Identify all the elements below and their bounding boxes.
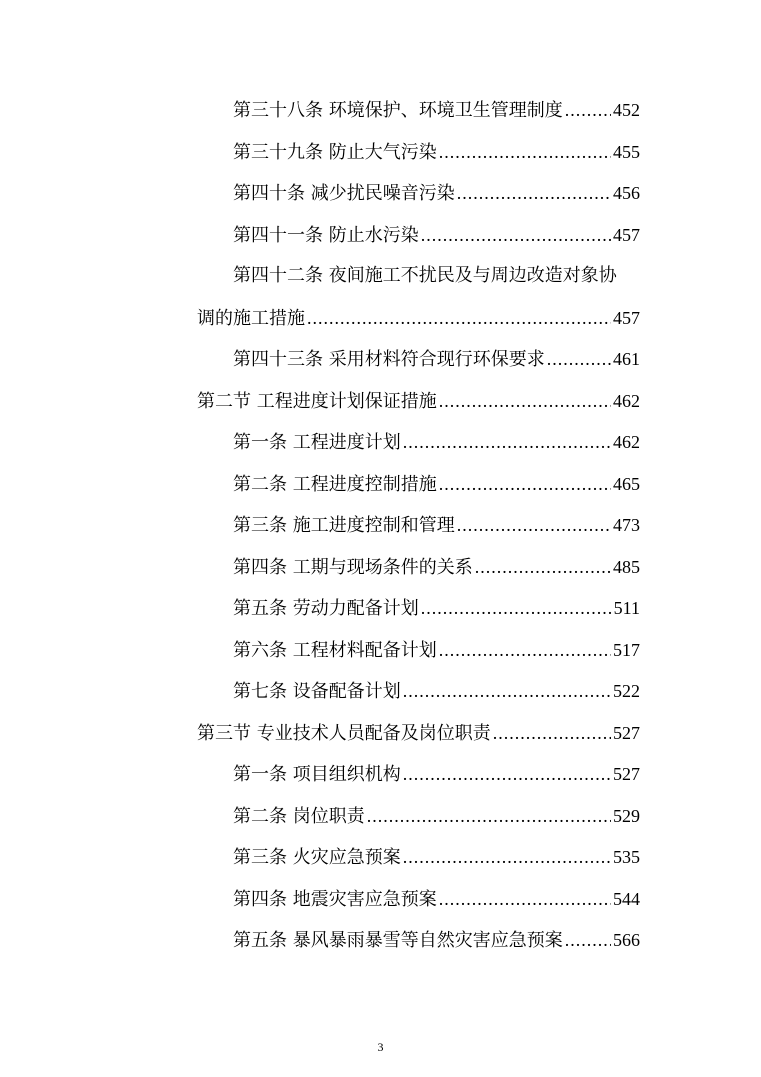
toc-entry[interactable]	[233, 510, 640, 540]
toc-entry-title: 第四条 地震灾害应急预案	[233, 889, 437, 910]
toc-entry[interactable]	[233, 344, 640, 374]
toc-entry[interactable]	[233, 801, 640, 831]
toc-entry-title: 第五条 暴风暴雨暴雪等自然灾害应急预案	[233, 930, 563, 951]
toc-leader-dots	[403, 842, 611, 872]
toc-entry[interactable]	[233, 95, 640, 125]
toc-entry-page: 456	[613, 183, 640, 203]
toc-entry[interactable]	[197, 303, 640, 333]
toc-entry-title: 第三十九条 防止大气污染	[233, 142, 437, 163]
toc-entry-page: 462	[613, 432, 640, 452]
toc-entry-page: 566	[613, 930, 640, 950]
toc-entry-title: 第一条 项目组织机构	[233, 764, 401, 785]
toc-entry[interactable]	[233, 925, 640, 955]
toc-leader-dots	[547, 344, 611, 374]
toc-leader-dots	[403, 676, 611, 706]
toc-entry[interactable]	[233, 635, 640, 665]
toc-entry-title: 第三条 施工进度控制和管理	[233, 515, 455, 536]
toc-entry[interactable]	[233, 884, 640, 914]
toc-leader-dots	[565, 95, 611, 125]
toc-entry-title: 第四十三条 采用材料符合现行环保要求	[233, 349, 545, 370]
toc-leader-dots	[307, 303, 611, 333]
toc-leader-dots	[565, 925, 611, 955]
toc-entry[interactable]	[233, 552, 640, 582]
page-number: 3	[377, 1040, 384, 1054]
toc-entry-page: 457	[613, 308, 640, 328]
toc-section-entry[interactable]	[197, 386, 640, 416]
toc-entry-page: 465	[613, 474, 640, 494]
toc-entry-page: 529	[613, 806, 640, 826]
toc-entry-title: 第五条 劳动力配备计划	[233, 598, 419, 619]
toc-entry-page: 461	[613, 349, 640, 369]
toc-leader-dots	[403, 759, 611, 789]
toc-entry-page: 544	[613, 889, 640, 909]
toc-entry[interactable]	[233, 178, 640, 208]
toc-entry-page: 473	[613, 515, 640, 535]
toc-entry-title: 第二节 工程进度计划保证措施	[197, 391, 437, 412]
toc-leader-dots	[439, 386, 611, 416]
toc-entry-title-line2: 调的施工措施	[197, 308, 305, 329]
toc-entry-page: 457	[613, 225, 640, 245]
toc-entry-title: 第四条 工期与现场条件的关系	[233, 557, 473, 578]
toc-leader-dots	[493, 718, 611, 748]
toc-entry[interactable]	[233, 676, 640, 706]
toc-entry-page: 517	[613, 640, 640, 660]
toc-leader-dots	[403, 427, 611, 457]
toc-entry-title: 第二条 岗位职责	[233, 806, 365, 827]
toc-entry-title: 第二条 工程进度控制措施	[233, 474, 437, 495]
toc-leader-dots	[421, 220, 611, 250]
toc-leader-dots	[439, 469, 611, 499]
toc-entry-title: 第七条 设备配备计划	[233, 681, 401, 702]
toc-entry-page: 527	[613, 723, 640, 743]
toc-entry-title: 第四十一条 防止水污染	[233, 225, 419, 246]
toc-entry-page: 462	[613, 391, 640, 411]
toc-entry-title: 第一条 工程进度计划	[233, 432, 401, 453]
toc-entry-title: 第三条 火灾应急预案	[233, 847, 401, 868]
toc-section-entry[interactable]	[197, 718, 640, 748]
toc-entry-title: 第三十八条 环境保护、环境卫生管理制度	[233, 100, 563, 121]
toc-entry[interactable]	[233, 759, 640, 789]
toc-leader-dots	[367, 801, 611, 831]
toc-leader-dots	[421, 593, 612, 623]
toc-leader-dots	[457, 178, 611, 208]
toc-entry[interactable]	[233, 427, 640, 457]
toc-entry[interactable]	[233, 220, 640, 250]
toc-entry-title: 第三节 专业技术人员配备及岗位职责	[197, 723, 491, 744]
toc-entry-page: 511	[613, 598, 640, 618]
toc-entry[interactable]	[233, 842, 640, 872]
toc-entry-page: 485	[613, 557, 640, 577]
toc-leader-dots	[475, 552, 611, 582]
toc-entry[interactable]	[233, 593, 640, 623]
toc-entry-page: 452	[613, 100, 640, 120]
toc-entry-title: 第四十条 减少扰民噪音污染	[233, 183, 455, 204]
toc-leader-dots	[439, 137, 611, 167]
toc-entry-page: 527	[613, 764, 640, 784]
toc-entry-title-line1[interactable]: 第四十二条 夜间施工不扰民及与周边改造对象协	[233, 265, 617, 286]
toc-entry[interactable]	[233, 469, 640, 499]
toc-entry-page: 535	[613, 847, 640, 867]
toc-leader-dots	[457, 510, 611, 540]
toc-entry-title: 第六条 工程材料配备计划	[233, 640, 437, 661]
toc-entry[interactable]	[233, 137, 640, 167]
toc-entry-page: 522	[613, 681, 640, 701]
toc-entry-page: 455	[613, 142, 640, 162]
toc-leader-dots	[439, 884, 611, 914]
toc-leader-dots	[439, 635, 611, 665]
